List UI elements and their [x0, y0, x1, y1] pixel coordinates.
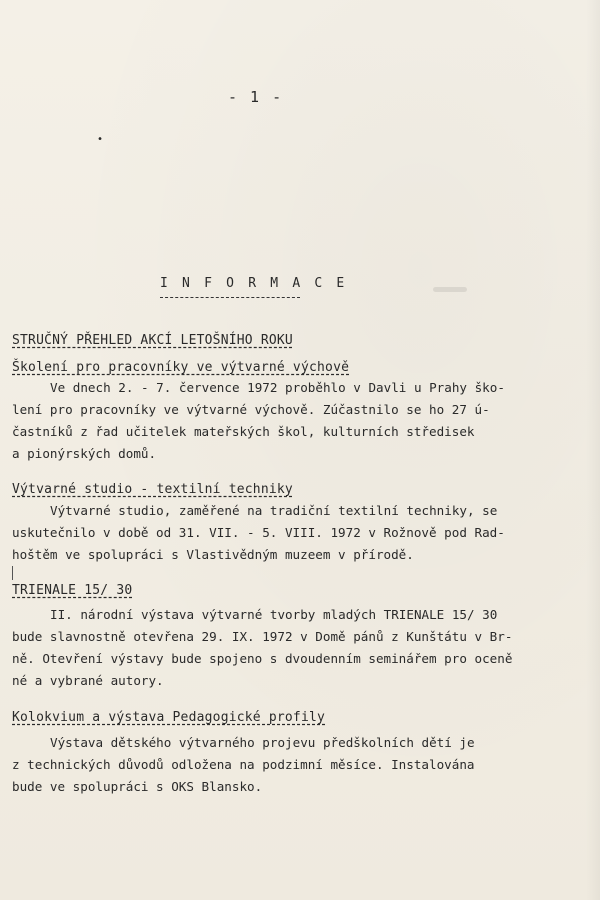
text-line: bude ve spolupráci s OKS Blansko.: [12, 779, 263, 794]
section-heading-trienale: TRIENALE 15/ 30: [12, 583, 133, 598]
page-edge-shadow: [586, 0, 600, 900]
section-text-colloquium: [12, 732, 542, 798]
section-heading-colloquium: Kolokvium a výstava Pedagogické profily: [12, 710, 326, 725]
section-text-trienale: [12, 604, 542, 692]
text-line: Ve dnech 2. - 7. července 1972 proběhlo v Davli u Prahy ško-: [50, 380, 505, 395]
text-line: Výtvarné studio, zaměřené na tradiční textilní techniky, se: [50, 503, 498, 518]
text-line: častníků z řad učitelek mateřských škol, kulturních středisek: [12, 424, 475, 439]
section-heading-studio: Výtvarné studio - textilní techniky: [12, 482, 293, 497]
text-line: z technických důvodů odložena na podzimní měsíce. Instalována: [12, 757, 475, 772]
text-line: lení pro pracovníky ve výtvarné výchově. Zúčastnilo se ho 27 ú-: [12, 402, 490, 417]
summary-heading: STRUČNÝ PŘEHLED AKCÍ LETOŠNÍHO ROKU: [12, 333, 293, 348]
text-line: hoštěm ve spolupráci s Vlastivědným muzeem v přírodě.: [12, 547, 414, 562]
ink-smudge: [433, 287, 467, 292]
text-line: II. národní výstava výtvarné tvorby mladých TRIENALE 15/ 30: [50, 607, 498, 622]
text-line: bude slavnostně otevřena 29. IX. 1972 v Domě pánů z Kunštátu v Br-: [12, 629, 513, 644]
text-line: né a vybrané autory.: [12, 673, 164, 688]
stray-mark: •: [97, 134, 104, 145]
text-line: a pionýrských domů.: [12, 446, 157, 461]
page-number: - 1 -: [228, 88, 284, 106]
text-line: Výstava dětského výtvarného projevu předškolních dětí je: [50, 735, 475, 750]
document-title: I N F O R M A C E: [160, 276, 348, 291]
text-line: ně. Otevření výstavy bude spojeno s dvoudenním seminářem pro oceně: [12, 651, 513, 666]
title-underline: [160, 297, 300, 298]
section-text-training: [12, 377, 542, 465]
section-heading-training: Školení pro pracovníky ve výtvarné výchově: [12, 360, 350, 375]
margin-mark: [12, 566, 13, 580]
section-text-studio: [12, 500, 542, 566]
text-line: uskutečnilo v době od 31. VII. - 5. VIII. 1972 v Rožnově pod Rad-: [12, 525, 505, 540]
